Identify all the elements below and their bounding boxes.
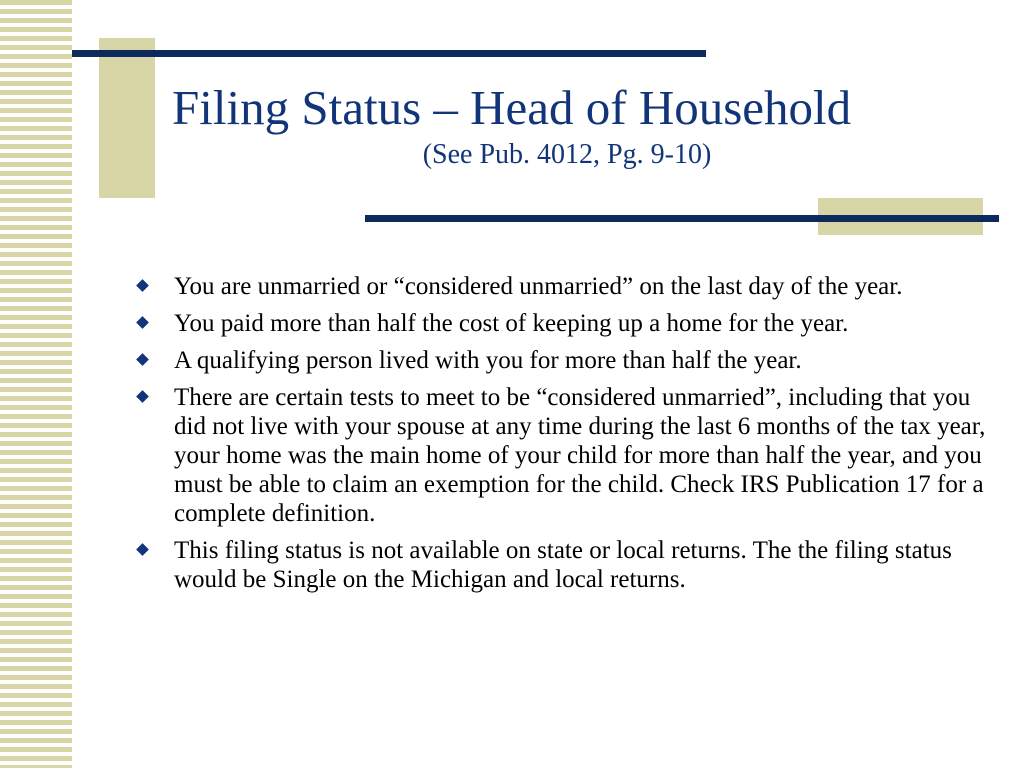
diamond-bullet-icon	[136, 353, 149, 366]
slide-subtitle: (See Pub. 4012, Pg. 9-10)	[422, 139, 712, 170]
border-gap	[72, 0, 75, 768]
diamond-bullet-icon	[136, 279, 149, 292]
tan-accent-block-left	[99, 38, 155, 198]
bullet-item	[136, 309, 986, 338]
diamond-bullet-icon	[136, 390, 149, 403]
bullet-list	[136, 272, 986, 602]
bullet-item	[136, 383, 986, 528]
navy-rule-bottom	[365, 215, 999, 222]
diamond-bullet-icon	[136, 543, 149, 556]
navy-rule-top	[72, 50, 706, 57]
bullet-text: You paid more than half the cost of keeping up a home for the year.	[174, 310, 849, 337]
bullet-text: There are certain tests to meet to be “considered unmarried”, including that you did not live with your spouse at any time during the last 6 months of the tax year, your home was the main home of your child for more than half the year, and you must be able to claim an exemption for the child. Check IRS Publication 17 for a complete definition.	[174, 384, 986, 527]
bullet-text: You are unmarried or “considered unmarried” on the last day of the year.	[174, 273, 903, 300]
striped-border-decoration	[0, 0, 72, 768]
bullet-text: This filing status is not available on state or local returns. The the filing status would be Single on the Michigan and local returns.	[174, 537, 952, 593]
diamond-bullet-icon	[136, 316, 149, 329]
bullet-item	[136, 272, 986, 301]
bullet-item	[136, 536, 986, 594]
slide-title: Filing Status – Head of Household	[172, 80, 852, 135]
bullet-text: A qualifying person lived with you for more than half the year.	[174, 347, 802, 374]
bullet-item	[136, 346, 986, 375]
